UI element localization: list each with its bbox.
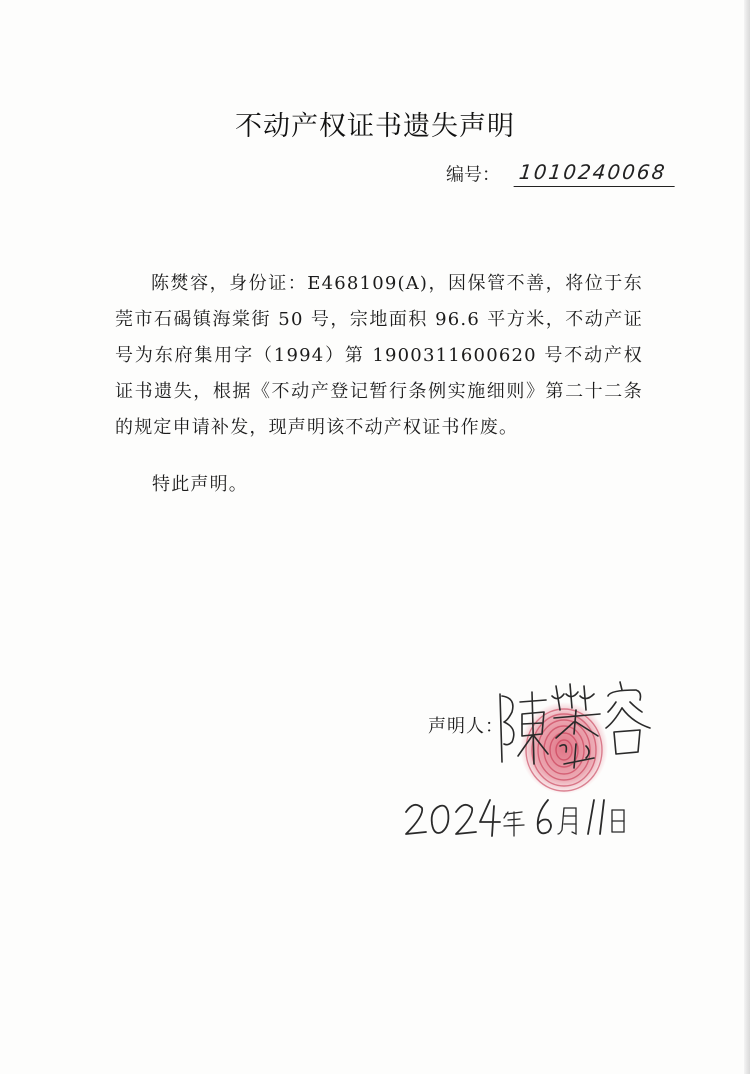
handwritten-date	[400, 790, 640, 844]
closing-statement: 特此声明。	[152, 474, 248, 495]
scan-edge	[744, 0, 750, 1074]
document-number-row	[446, 160, 676, 192]
document-title: 不动产权证书遗失声明	[235, 111, 515, 142]
number-label: 编号：	[446, 164, 500, 186]
number-value: 1010240068	[514, 160, 678, 187]
declarant-label: 声明人：	[428, 716, 504, 737]
handwritten-signature	[490, 672, 660, 782]
declaration-body: 陈燓容，身份证：E468109(A)，因保管不善，将位于东莞市石碣镇海棠街 50 号，宗地面积 96.6 平方米，不动产证号为东府集用字（1994）第 1900311600620 号不动产权证书遗失，根据《不动产登记暂行条例实施细则》第二十二条的规定申请补发，现声明该不动产权证书作废。	[115, 273, 643, 438]
